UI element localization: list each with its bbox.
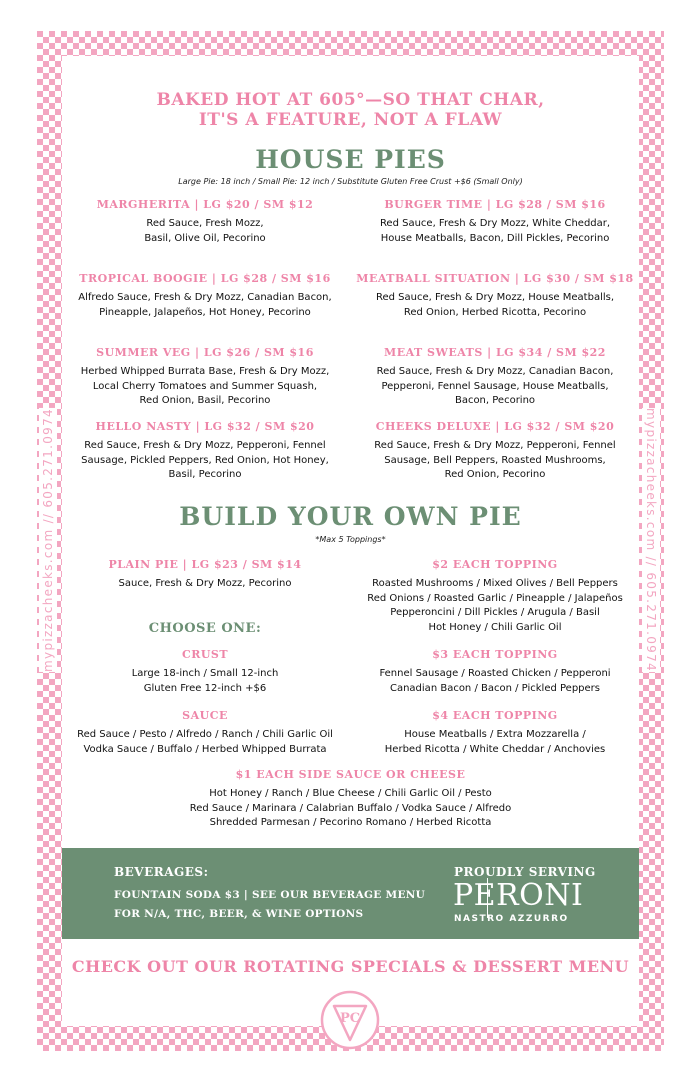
desc-line: Sausage, Pickled Peppers, Red Onion, Hot Honey,: [81, 454, 329, 466]
desc-line: Shredded Parmesan / Pecorino Romano / Herbed Ricotta: [209, 817, 492, 828]
pie-description: [70, 217, 340, 246]
pizza-cheeks-logo-icon: [320, 990, 380, 1050]
side-sauce-section: [62, 768, 639, 831]
pie-description: [70, 439, 340, 483]
byo-title: BUILD YOUR OWN PIE: [179, 502, 522, 531]
byo-note: *Max 5 Toppings*: [315, 535, 386, 544]
desc-line: House Meatballs / Extra Mozzarella /: [404, 729, 586, 740]
crust-section: [70, 648, 340, 696]
desc-line: Red Sauce, Fresh & Dry Mozz, House Meatballs,: [375, 292, 615, 303]
desc-line: Roasted Mushrooms / Mixed Olives / Bell Peppers: [372, 578, 618, 589]
pie-item: [70, 346, 340, 409]
desc-line: Red Sauce, Fresh & Dry Mozz, Pepperoni, Fennel: [84, 440, 326, 451]
peroni-logo: PERONI: [453, 878, 584, 913]
sauce-section: [70, 709, 340, 757]
two-dollar-toppings: [355, 558, 635, 635]
desc-line: Red Onions / Roasted Garlic / Pineapple / Jalapeños: [367, 592, 623, 604]
pie-item: [350, 346, 640, 409]
beverages-banner: [62, 848, 639, 939]
plain-pie-desc: Sauce, Fresh & Dry Mozz, Pecorino: [118, 578, 292, 589]
pie-title: TROPICAL BOOGIE | LG $28 / SM $16: [79, 272, 331, 285]
side-sauce-desc: [62, 787, 639, 831]
desc-line: House Meatballs, Bacon, Dill Pickles, Pecorino: [380, 232, 610, 244]
pie-description: [350, 365, 640, 409]
desc-line: Red Sauce, Fresh & Dry Mozz, Pepperoni, Fennel: [374, 440, 616, 451]
pie-title: HELLO NASTY | LG $32 / SM $20: [95, 420, 315, 433]
desc-line: Hot Honey / Chili Garlic Oil: [428, 621, 562, 633]
pie-description: [350, 217, 640, 246]
pie-title: MARGHERITA | LG $20 / SM $12: [96, 198, 314, 211]
desc-line: Herbed Whipped Burrata Base, Fresh & Dry Mozz,: [80, 366, 330, 377]
beverages-line-2: FOR N/A, THC, BEER, & WINE OPTIONS: [114, 908, 364, 920]
t2-title: $2 EACH TOPPING: [432, 558, 558, 571]
pie-title: CHEEKS DELUXE | LG $32 / SM $20: [375, 420, 615, 433]
desc-line: Pineapple, Jalapeños, Hot Honey, Pecorino: [99, 306, 311, 318]
desc-line: Basil, Pecorino: [168, 469, 242, 480]
desc-line: Red Sauce, Fresh & Dry Mozz, White Cheddar,: [379, 218, 611, 229]
pie-description: [70, 291, 340, 320]
desc-line: Red Sauce, Fresh & Dry Mozz, Canadian Bacon,: [376, 366, 614, 377]
tagline-line: BAKED HOT AT 605°—SO THAT CHAR,: [156, 90, 545, 110]
desc-line: Large 18-inch / Small 12-inch: [131, 668, 279, 679]
three-dollar-toppings: [355, 648, 635, 696]
crust-title: CRUST: [181, 648, 229, 661]
proudly-serving: PROUDLY SERVING: [454, 865, 596, 879]
desc-line: Canadian Bacon / Bacon / Pickled Peppers: [389, 682, 600, 694]
t4-title: $4 EACH TOPPING: [432, 709, 558, 722]
pie-item: [70, 272, 340, 320]
desc-line: Red Sauce, Fresh Mozz,: [146, 218, 264, 229]
desc-line: Pepperoncini / Dill Pickles / Arugula / Basil: [390, 607, 600, 618]
pie-title: MEATBALL SITUATION | LG $30 / SM $18: [356, 272, 634, 285]
pie-title: BURGER TIME | LG $28 / SM $16: [384, 198, 606, 211]
t4-desc: [355, 728, 635, 757]
beverages-title: BEVERAGES:: [114, 865, 209, 879]
four-dollar-toppings: [355, 709, 635, 757]
side-sauce-title: $1 EACH SIDE SAUCE OR CHEESE: [235, 768, 466, 781]
desc-line: Alfredo Sauce, Fresh & Dry Mozz, Canadian Bacon,: [78, 292, 332, 303]
tagline-line: IT'S A FEATURE, NOT A FLAW: [198, 110, 503, 130]
desc-line: Vodka Sauce / Buffalo / Herbed Whipped Burrata: [83, 743, 327, 755]
desc-line: Herbed Ricotta / White Cheddar / Anchovies: [384, 743, 606, 755]
peroni-subtitle: NASTRO AZZURRO: [454, 914, 569, 924]
desc-line: Fennel Sausage / Roasted Chicken / Pepperoni: [379, 668, 611, 679]
plain-pie: [70, 558, 340, 592]
desc-line: Local Cherry Tomatoes and Summer Squash,: [92, 380, 318, 392]
beverages-line-1: FOUNTAIN SODA $3 | SEE OUR BEVERAGE MENU: [114, 889, 426, 901]
pie-description: [70, 365, 340, 409]
pie-description: [350, 291, 640, 320]
desc-line: Red Sauce / Marinara / Calabrian Buffalo / Vodka Sauce / Alfredo: [189, 802, 512, 814]
pie-description: [350, 439, 640, 483]
desc-line: Red Sauce / Pesto / Alfredo / Ranch / Chili Garlic Oil: [77, 729, 333, 740]
pie-item: [70, 198, 340, 246]
pie-item: [350, 272, 640, 320]
desc-line: Bacon, Pecorino: [454, 395, 536, 406]
sauce-title: SAUCE: [182, 709, 228, 722]
desc-line: Sausage, Bell Peppers, Roasted Mushrooms,: [384, 454, 606, 466]
desc-line: Red Onion, Basil, Pecorino: [139, 395, 271, 406]
side-contact-left: mypizzacheeks.com // 605.271.0974: [41, 408, 55, 672]
desc-line: Red Onion, Herbed Ricotta, Pecorino: [403, 306, 587, 318]
t2-desc: [355, 577, 635, 635]
crust-desc: [70, 667, 340, 696]
footer-specials: CHECK OUT OUR ROTATING SPECIALS & DESSERT MENU: [71, 957, 630, 976]
plain-pie-title: PLAIN PIE | LG $23 / SM $14: [108, 558, 302, 571]
side-contact-right: mypizzacheeks.com // 605.271.0974: [644, 408, 658, 672]
desc-line: Red Onion, Pecorino: [444, 469, 546, 480]
tagline: [62, 90, 639, 130]
pie-item: [70, 420, 340, 483]
t3-title: $3 EACH TOPPING: [432, 648, 558, 661]
pie-item: [350, 198, 640, 246]
house-pies-note: Large Pie: 18 inch / Small Pie: 12 inch / Substitute Gluten Free Crust +$6 (Small Only): [178, 177, 523, 186]
house-pies-title: HOUSE PIES: [255, 145, 446, 174]
desc-line: Gluten Free 12-inch +$6: [143, 682, 267, 694]
choose-one-heading: CHOOSE ONE:: [148, 621, 262, 636]
desc-line: Pepperoni, Fennel Sausage, House Meatballs,: [381, 380, 609, 392]
pie-title: MEAT SWEATS | LG $34 / SM $22: [384, 346, 606, 359]
t3-desc: [355, 667, 635, 696]
sauce-desc: [70, 728, 340, 757]
desc-line: Basil, Olive Oil, Pecorino: [144, 232, 266, 244]
desc-line: Hot Honey / Ranch / Blue Cheese / Chili Garlic Oil / Pesto: [209, 788, 492, 799]
pie-item: [350, 420, 640, 483]
logo-text: PC: [339, 1011, 361, 1026]
pie-title: SUMMER VEG | LG $26 / SM $16: [96, 346, 314, 359]
